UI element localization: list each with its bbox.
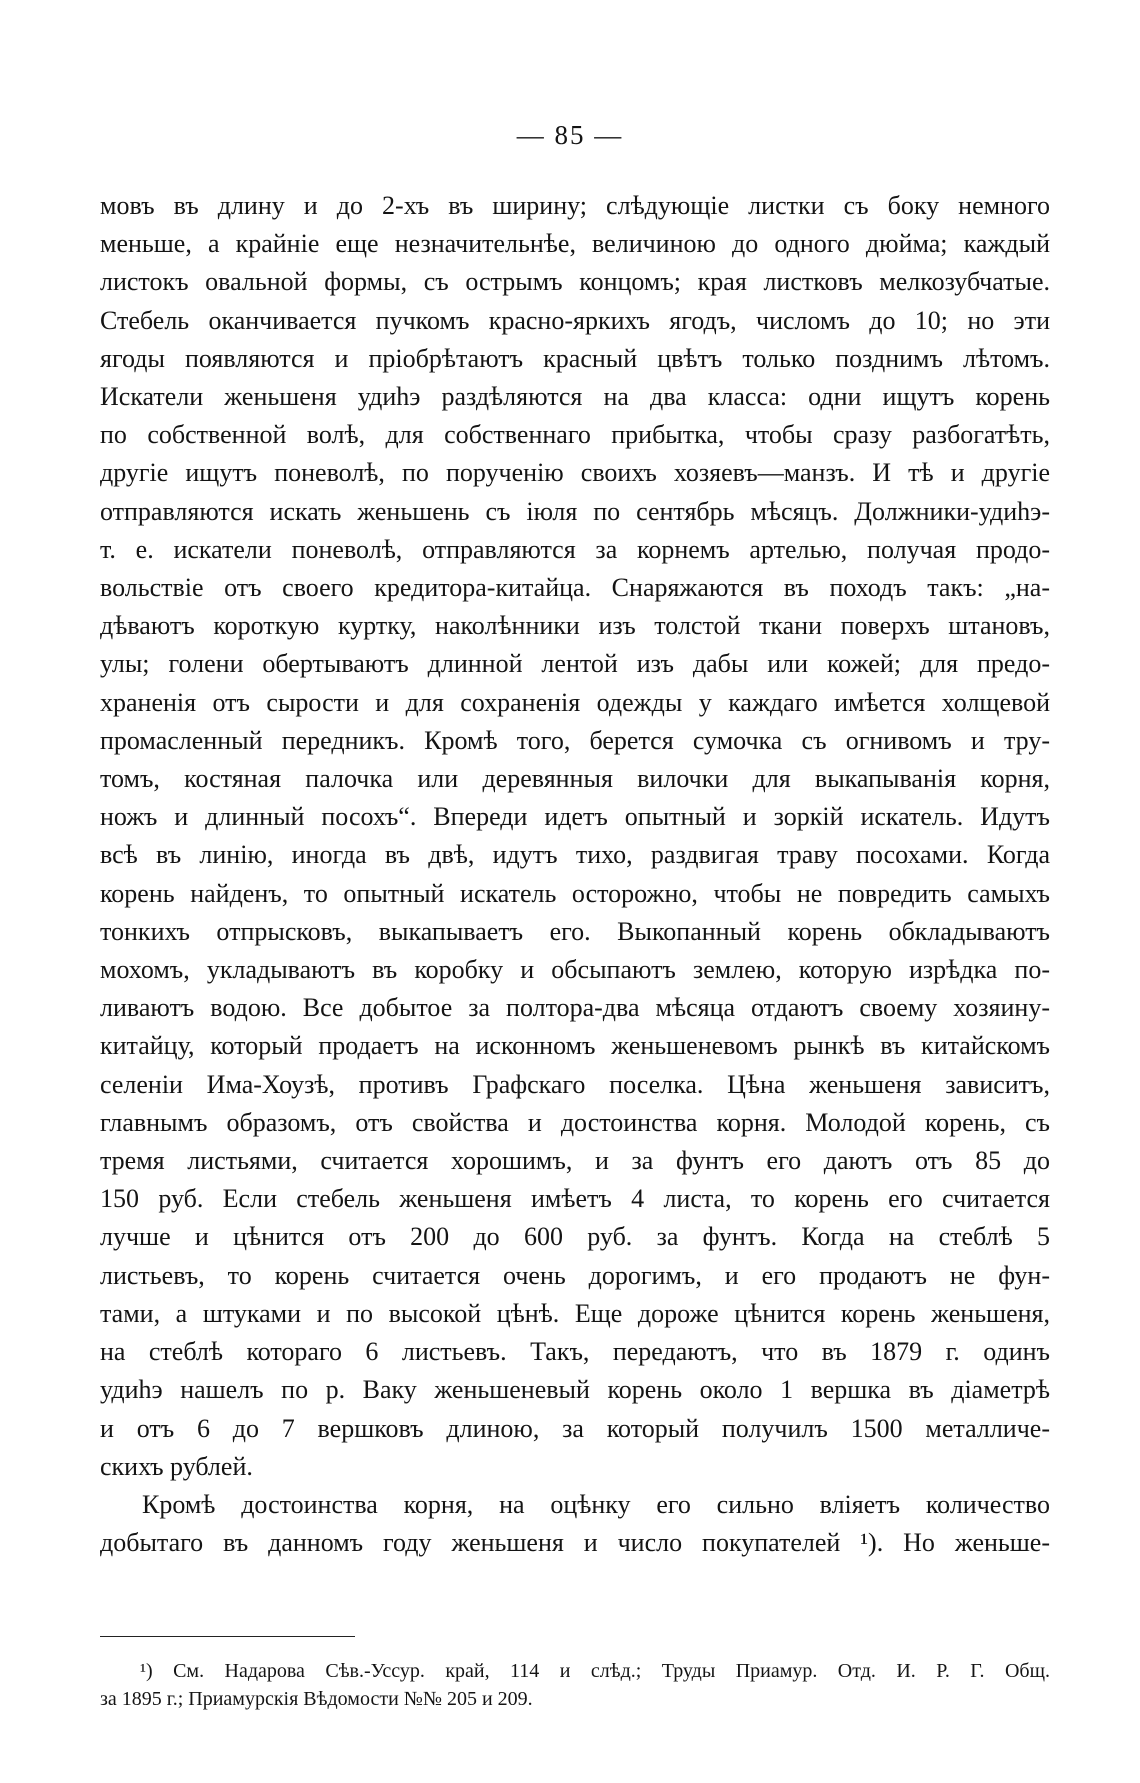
text-line: Стебель оканчивается пучкомъ красно-яркихъ ягодъ, числомъ до 10; но эти [100, 305, 1050, 335]
text-line: улы; голени обертываютъ длинной лентой изъ дабы или кожей; для предо- [100, 649, 1050, 679]
text-line: ливаютъ водою. Все добытое за полтора-два мѣсяца отдаютъ своему хозяину- [100, 993, 1050, 1023]
text-line: промасленный передникъ. Кромѣ того, берется сумочка съ огнивомъ и тру- [100, 725, 1050, 755]
text-line: тами, а штуками и по высокой цѣнѣ. Еще дороже цѣнится корень женьшеня, [100, 1298, 1050, 1328]
text-line: ножъ и длинный посохъ“. Впереди идетъ опытный и зоркій искатель. Идутъ [100, 802, 1050, 832]
text-line: отправляются искать женьшень съ іюля по сентябрь мѣсяцъ. Должники-удиһэ- [100, 496, 1050, 526]
text-line: корень найденъ, то опытный искатель осторожно, чтобы не повредить самыхъ [100, 878, 1050, 908]
text-line: дѣваютъ короткую куртку, наколѣнники изъ толстой ткани поверхъ штановъ, [100, 611, 1050, 641]
footnote-line: ¹) См. Надарова Сѣв.-Уссур. край, 114 и слѣд.; Труды Приамур. Отд. И. Р. Г. Общ. [140, 1660, 1050, 1682]
body-text [100, 187, 1050, 1562]
text-line: листьевъ, то корень считается очень дорогимъ, и его продаютъ не фун- [100, 1260, 1050, 1290]
page-number: — 85 — [516, 120, 624, 150]
footnote-line: за 1895 г.; Приамурскія Вѣдомости №№ 205 и 209. [100, 1688, 533, 1710]
text-line: листокъ овальной формы, съ острымъ концомъ; края листковъ мелкозубчатые. [100, 267, 1050, 297]
text-line: главнымъ образомъ, отъ свойства и достоинства корня. Молодой корень, съ [100, 1107, 1050, 1137]
text-line: китайцу, который продаетъ на исконномъ женьшеневомъ рынкѣ въ китайскомъ [100, 1031, 1050, 1061]
text-line: мохомъ, укладываютъ въ коробку и обсыпаютъ землею, которую изрѣдка по- [100, 955, 1050, 985]
text-line: тремя листьями, считается хорошимъ, и за фунтъ его даютъ отъ 85 до [100, 1146, 1050, 1176]
text-line: удиһэ нашелъ по р. Ваку женьшеневый корень около 1 вершка въ діаметрѣ [100, 1375, 1050, 1405]
footnotes [100, 1657, 1050, 1713]
text-line: тонкихъ отпрысковъ, выкапываетъ его. Выкопанный корень обкладываютъ [100, 916, 1050, 946]
text-line: и отъ 6 до 7 вершковъ длиною, за который получилъ 1500 металличе- [100, 1413, 1050, 1443]
text-line: Искатели женьшеня удиһэ раздѣляются на два класса: одни ищутъ корень [100, 382, 1050, 412]
text-line: добытаго въ данномъ году женьшеня и число покупателей ¹). Но женьше- [100, 1528, 1050, 1558]
text-line: вольствіе отъ своего кредитора-китайца. Снаряжаются въ походъ такъ: „на- [100, 573, 1050, 603]
footnote-divider [100, 1636, 355, 1637]
text-line: всѣ въ линію, иногда въ двѣ, идутъ тихо, раздвигая траву посохами. Когда [100, 840, 1050, 870]
text-line: селеніи Има-Хоузѣ, противъ Графскаго поселка. Цѣна женьшеня зависитъ, [100, 1069, 1050, 1099]
text-line: мовъ въ длину и до 2-хъ въ ширину; слѣдующіе листки съ боку немного [100, 191, 1050, 220]
paragraph-start-line: Кромѣ достоинства корня, на оцѣнку его сильно вліяетъ количество [142, 1489, 1050, 1519]
text-line: т. е. искатели поневолѣ, отправляются за корнемъ артелью, получая продо- [100, 534, 1050, 564]
text-line: лучше и цѣнится отъ 200 до 600 руб. за фунтъ. Когда на стеблѣ 5 [100, 1222, 1050, 1252]
text-line: скихъ рублей. [100, 1451, 253, 1481]
text-line: томъ, костяная палочка или деревянныя вилочки для выкапыванія корня, [100, 764, 1050, 794]
text-line: по собственной волѣ, для собственнаго прибытка, чтобы сразу разбогатѣть, [100, 420, 1050, 450]
text-line: 150 руб. Если стебель женьшеня имѣетъ 4 листа, то корень его считается [100, 1184, 1050, 1214]
text-line: другіе ищутъ поневолѣ, по порученію своихъ хозяевъ—манзъ. И тѣ и другіе [100, 458, 1050, 488]
text-line: ягоды появляются и пріобрѣтаютъ красный цвѣтъ только позднимъ лѣтомъ. [100, 343, 1050, 373]
text-line: храненія отъ сырости и для сохраненія одежды у каждаго имѣется холщевой [100, 687, 1050, 717]
text-line: на стеблѣ котораго 6 листьевъ. Такъ, передаютъ, что въ 1879 г. одинъ [100, 1337, 1050, 1367]
text-line: меньше, а крайніе еще незначительнѣе, величиною до одного дюйма; каждый [100, 229, 1050, 259]
